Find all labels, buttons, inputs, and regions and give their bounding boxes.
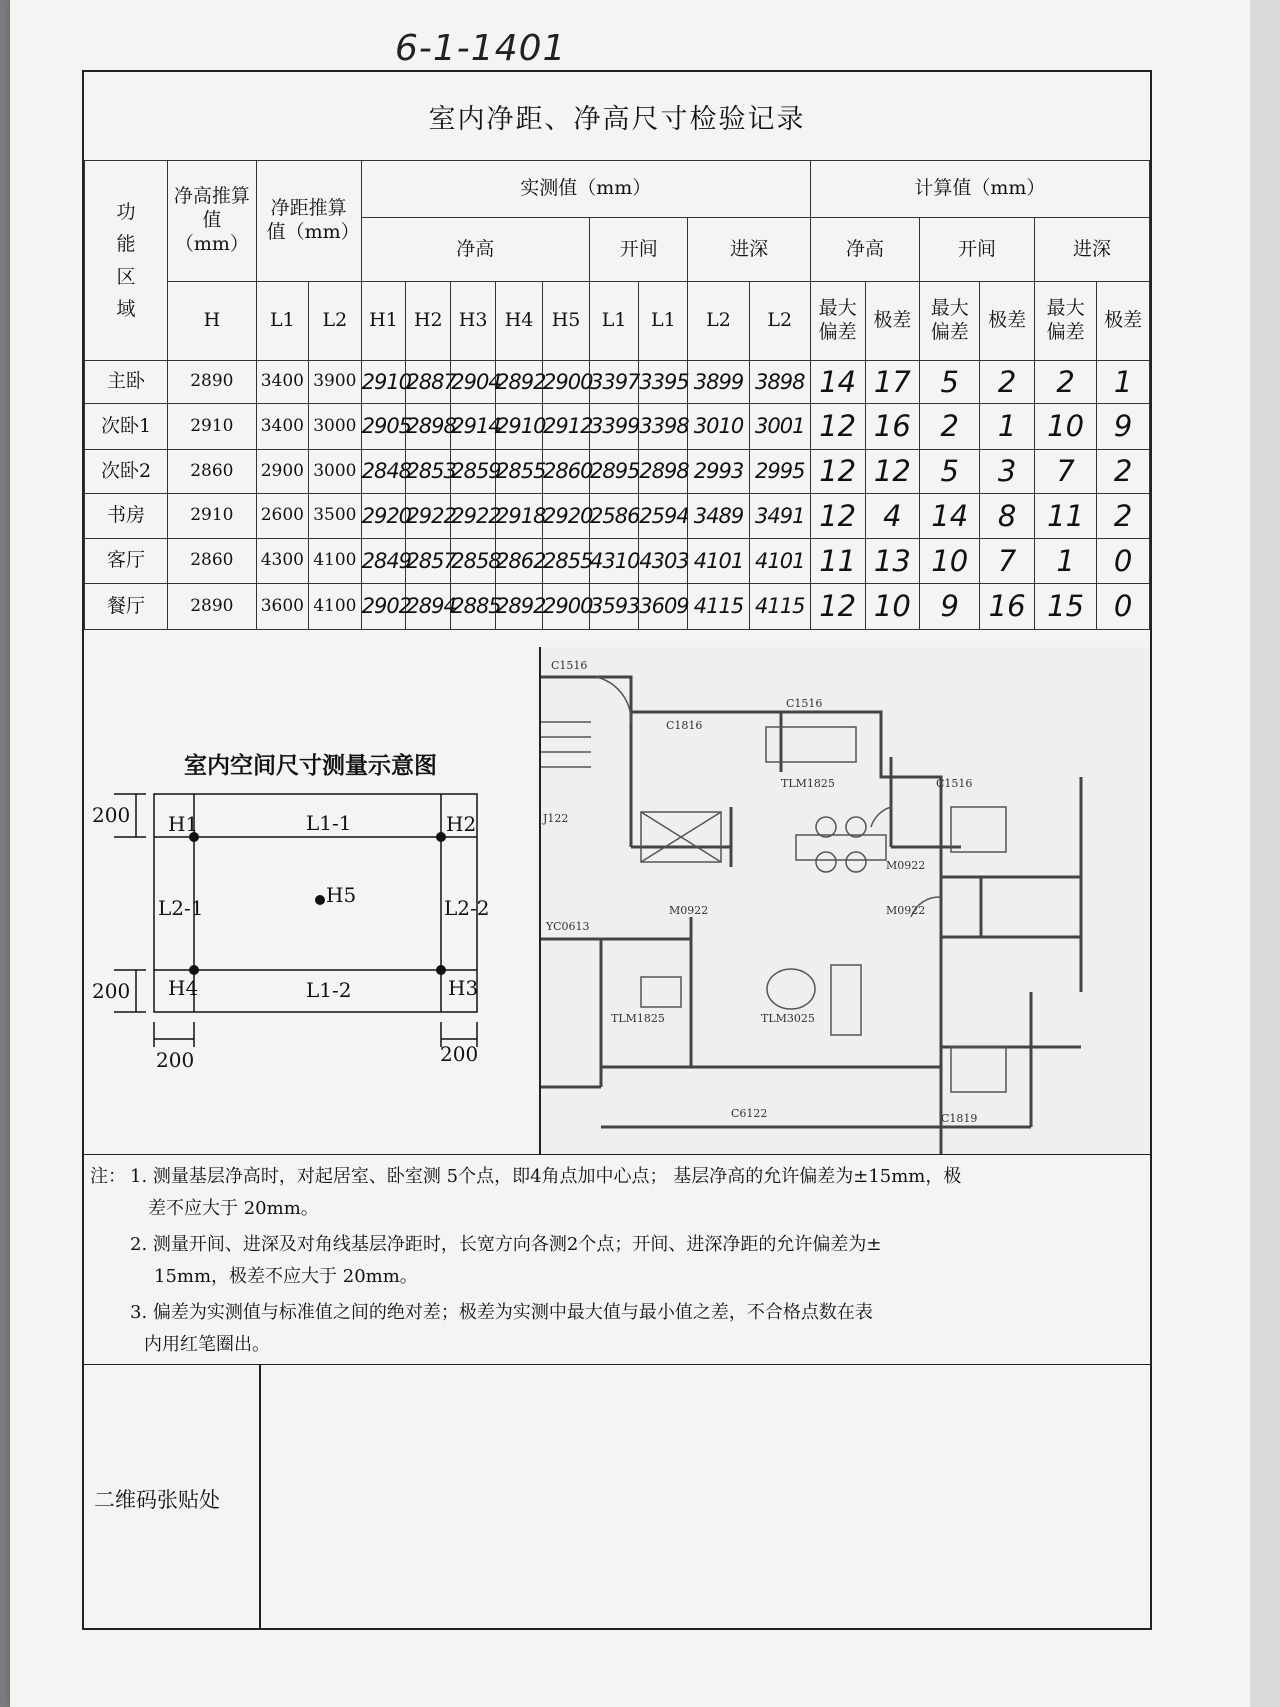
measured-value: 3399 xyxy=(590,404,639,450)
l1-estimate: 2900 xyxy=(256,450,308,494)
plan-label-yc0613: YC0613 xyxy=(546,920,590,933)
measured-value: 2995 xyxy=(749,450,810,494)
measured-value: 3395 xyxy=(639,361,688,404)
table-row xyxy=(85,450,1150,494)
col-l1: L1 xyxy=(256,282,308,361)
measured-value: 2858 xyxy=(451,539,496,584)
header-meas-jinggao: 净高 xyxy=(361,218,589,282)
measured-value: 2898 xyxy=(639,450,688,494)
calculated-value: 1 xyxy=(1097,361,1150,404)
calculated-value: 14 xyxy=(920,494,980,539)
calculated-value: 12 xyxy=(810,584,865,630)
measured-value: 2853 xyxy=(406,450,451,494)
header-calc-jinggao: 净高 xyxy=(810,218,919,282)
room-name: 书房 xyxy=(85,494,168,539)
label-l2-1: L2-1 xyxy=(158,896,204,920)
measured-value: 2895 xyxy=(590,450,639,494)
measured-value: 2848 xyxy=(361,450,406,494)
calculated-value: 2 xyxy=(920,404,980,450)
col-m-l1b: L1 xyxy=(639,282,688,361)
calculated-value: 10 xyxy=(865,584,920,630)
calculated-value: 2 xyxy=(1097,450,1150,494)
room-name: 客厅 xyxy=(85,539,168,584)
measured-value: 2862 xyxy=(496,539,543,584)
l2-estimate: 3500 xyxy=(309,494,361,539)
calculated-value: 2 xyxy=(1034,361,1096,404)
calculated-value: 4 xyxy=(865,494,920,539)
calculated-value: 9 xyxy=(1097,404,1150,450)
handwritten-unit-number: 6-1-1401 xyxy=(395,28,567,69)
header-meas-kaijian: 开间 xyxy=(590,218,688,282)
room-name: 次卧1 xyxy=(85,404,168,450)
dim-left: 200 xyxy=(156,1048,195,1072)
col-h2: H2 xyxy=(406,282,451,361)
header-calculated: 计算值（mm） xyxy=(810,161,1149,218)
plan-label-m0922-c: M0922 xyxy=(669,904,709,917)
header-meas-jinshen: 进深 xyxy=(688,218,810,282)
col-jg-range: 极差 xyxy=(865,282,920,361)
header-calc-jinshen: 进深 xyxy=(1034,218,1149,282)
header-func-area: 功能区域 xyxy=(85,161,168,361)
plan-label-tlm3025: TLM3025 xyxy=(761,1012,815,1025)
col-h4: H4 xyxy=(496,282,543,361)
qr-section xyxy=(84,1364,1150,1628)
l2-estimate: 4100 xyxy=(309,539,361,584)
note-3b: 内用红笔圈出。 xyxy=(144,1334,270,1355)
label-h5: H5 xyxy=(326,883,357,907)
calculated-value: 16 xyxy=(980,584,1035,630)
plan-label-c1516-top: C1516 xyxy=(551,659,588,672)
qr-label: 二维码张贴处 xyxy=(94,1488,220,1512)
measured-value: 2586 xyxy=(590,494,639,539)
plan-label-tlm1825-bottom: TLM1825 xyxy=(611,1012,665,1025)
calculated-value: 16 xyxy=(865,404,920,450)
calculated-value: 11 xyxy=(810,539,865,584)
measured-value: 2922 xyxy=(451,494,496,539)
plan-label-c1816: C1816 xyxy=(666,719,703,732)
label-h1: H1 xyxy=(168,812,199,836)
plan-label-m0922-b: M0922 xyxy=(886,904,926,917)
measured-value: 4101 xyxy=(688,539,749,584)
col-kj-range: 极差 xyxy=(980,282,1035,361)
measured-value: 3489 xyxy=(688,494,749,539)
calculated-value: 7 xyxy=(980,539,1035,584)
label-h3: H3 xyxy=(448,976,479,1000)
col-h3: H3 xyxy=(451,282,496,361)
point-h5 xyxy=(315,895,325,905)
measured-value: 2920 xyxy=(543,494,590,539)
measured-value: 2859 xyxy=(451,450,496,494)
label-l1-1: L1-1 xyxy=(306,811,352,835)
height-estimate: 2890 xyxy=(168,361,257,404)
point-h2 xyxy=(436,832,446,842)
calculated-value: 12 xyxy=(810,404,865,450)
plan-label-tlm1825-top: TLM1825 xyxy=(781,777,835,790)
room-name: 主卧 xyxy=(85,361,168,404)
measured-value: 4115 xyxy=(688,584,749,630)
calculated-value: 11 xyxy=(1034,494,1096,539)
notes-prefix: 注： xyxy=(90,1166,126,1187)
measured-value: 3593 xyxy=(590,584,639,630)
measured-value: 2902 xyxy=(361,584,406,630)
measured-value: 3898 xyxy=(749,361,810,404)
col-l2: L2 xyxy=(309,282,361,361)
measured-value: 2914 xyxy=(451,404,496,450)
height-estimate: 2910 xyxy=(168,494,257,539)
measured-value: 2898 xyxy=(406,404,451,450)
plan-label-c1516-mid: C1516 xyxy=(786,697,823,710)
measured-value: 2892 xyxy=(496,584,543,630)
measured-value: 2993 xyxy=(688,450,749,494)
l1-estimate: 3400 xyxy=(256,361,308,404)
calculated-value: 12 xyxy=(865,450,920,494)
measured-value: 2849 xyxy=(361,539,406,584)
calculated-value: 9 xyxy=(920,584,980,630)
table-row xyxy=(85,404,1150,450)
measured-value: 3491 xyxy=(749,494,810,539)
plan-label-j122: J122 xyxy=(543,812,569,825)
l2-estimate: 3000 xyxy=(309,450,361,494)
col-kj-maxdev: 最大偏差 xyxy=(920,282,980,361)
measured-value: 2912 xyxy=(543,404,590,450)
calculated-value: 5 xyxy=(920,361,980,404)
col-jg-maxdev: 最大偏差 xyxy=(810,282,865,361)
col-js-range: 极差 xyxy=(1097,282,1150,361)
l2-estimate: 3900 xyxy=(309,361,361,404)
calculated-value: 12 xyxy=(810,494,865,539)
measured-value: 2922 xyxy=(406,494,451,539)
plan-label-c1819: C1819 xyxy=(941,1112,978,1125)
diagram-section xyxy=(84,647,1150,1155)
header-height-est: 净高推算值（mm） xyxy=(168,161,257,282)
measurement-schematic xyxy=(84,647,539,1154)
measured-value: 2892 xyxy=(496,361,543,404)
calculated-value: 2 xyxy=(980,361,1035,404)
col-js-maxdev: 最大偏差 xyxy=(1034,282,1096,361)
height-estimate: 2860 xyxy=(168,539,257,584)
plan-label-c1516-right: C1516 xyxy=(936,777,973,790)
plan-label-m0922-a: M0922 xyxy=(886,859,926,872)
measured-value: 2905 xyxy=(361,404,406,450)
label-l1-2: L1-2 xyxy=(306,978,352,1002)
measured-value: 2910 xyxy=(361,361,406,404)
table-row xyxy=(85,361,1150,404)
col-m-l2a: L2 xyxy=(688,282,749,361)
calculated-value: 10 xyxy=(920,539,980,584)
calculated-value: 0 xyxy=(1097,584,1150,630)
measured-value: 2904 xyxy=(451,361,496,404)
form-title: 室内净距、净高尺寸检验记录 xyxy=(84,72,1150,161)
col-m-l1a: L1 xyxy=(590,282,639,361)
calculated-value: 8 xyxy=(980,494,1035,539)
table-row xyxy=(85,584,1150,630)
note-1a: 1. 测量基层净高时，对起居室、卧室测 5个点，即4角点加中心点； 基层净高的允许偏差为±15mm，极 xyxy=(130,1166,962,1187)
measured-value: 2857 xyxy=(406,539,451,584)
measured-value: 3398 xyxy=(639,404,688,450)
measured-value: 3899 xyxy=(688,361,749,404)
measured-value: 2855 xyxy=(543,539,590,584)
measurement-table xyxy=(84,160,1150,630)
measured-value: 4303 xyxy=(639,539,688,584)
calculated-value: 3 xyxy=(980,450,1035,494)
measured-value: 3001 xyxy=(749,404,810,450)
col-h: H xyxy=(168,282,257,361)
measured-value: 4115 xyxy=(749,584,810,630)
calculated-value: 10 xyxy=(1034,404,1096,450)
measured-value: 2900 xyxy=(543,361,590,404)
l1-estimate: 3600 xyxy=(256,584,308,630)
measured-value: 2887 xyxy=(406,361,451,404)
calculated-value: 14 xyxy=(810,361,865,404)
calculated-value: 1 xyxy=(980,404,1035,450)
table-row xyxy=(85,494,1150,539)
calculated-value: 17 xyxy=(865,361,920,404)
measured-value: 2920 xyxy=(361,494,406,539)
col-h1: H1 xyxy=(361,282,406,361)
header-dist-est: 净距推算值（mm） xyxy=(256,161,361,282)
room-name: 次卧2 xyxy=(85,450,168,494)
l1-estimate: 2600 xyxy=(256,494,308,539)
schematic-title: 室内空间尺寸测量示意图 xyxy=(184,752,437,778)
notes-section xyxy=(84,1154,1150,1365)
calculated-value: 15 xyxy=(1034,584,1096,630)
label-l2-2: L2-2 xyxy=(444,896,490,920)
header-calc-kaijian: 开间 xyxy=(920,218,1035,282)
measured-value: 3609 xyxy=(639,584,688,630)
measured-value: 2885 xyxy=(451,584,496,630)
note-2b: 15mm，极差不应大于 20mm。 xyxy=(154,1266,418,1287)
calculated-value: 2 xyxy=(1097,494,1150,539)
measured-value: 4310 xyxy=(590,539,639,584)
measured-value: 2910 xyxy=(496,404,543,450)
label-h2: H2 xyxy=(446,812,477,836)
calculated-value: 7 xyxy=(1034,450,1096,494)
point-h3 xyxy=(436,965,446,975)
dim-right: 200 xyxy=(440,1042,479,1066)
inspection-form xyxy=(82,70,1152,1630)
label-h4: H4 xyxy=(168,976,199,1000)
calculated-value: 5 xyxy=(920,450,980,494)
calculated-value: 1 xyxy=(1034,539,1096,584)
l1-estimate: 3400 xyxy=(256,404,308,450)
measured-value: 4101 xyxy=(749,539,810,584)
room-name: 餐厅 xyxy=(85,584,168,630)
qr-divider xyxy=(259,1364,261,1628)
measured-value: 2894 xyxy=(406,584,451,630)
l1-estimate: 4300 xyxy=(256,539,308,584)
col-h5: H5 xyxy=(543,282,590,361)
dim-bottom: 200 xyxy=(92,979,131,1003)
calculated-value: 13 xyxy=(865,539,920,584)
header-measured: 实测值（mm） xyxy=(361,161,810,218)
calculated-value: 12 xyxy=(810,450,865,494)
calculated-value: 0 xyxy=(1097,539,1150,584)
measured-value: 2900 xyxy=(543,584,590,630)
l2-estimate: 3000 xyxy=(309,404,361,450)
height-estimate: 2860 xyxy=(168,450,257,494)
plan-label-c6122: C6122 xyxy=(731,1107,768,1120)
point-h4 xyxy=(189,965,199,975)
measured-value: 2855 xyxy=(496,450,543,494)
measured-value: 3397 xyxy=(590,361,639,404)
col-m-l2b: L2 xyxy=(749,282,810,361)
table-row xyxy=(85,539,1150,584)
height-estimate: 2890 xyxy=(168,584,257,630)
note-1b: 差不应大于 20mm。 xyxy=(148,1198,319,1219)
measured-value: 2594 xyxy=(639,494,688,539)
measured-value: 3010 xyxy=(688,404,749,450)
l2-estimate: 4100 xyxy=(309,584,361,630)
note-2a: 2. 测量开间、进深及对角线基层净距时，长宽方向各测2个点；开间、进深净距的允许偏差为± xyxy=(130,1234,882,1255)
dim-top: 200 xyxy=(92,803,131,827)
height-estimate: 2910 xyxy=(168,404,257,450)
measured-value: 2860 xyxy=(543,450,590,494)
floor-plan xyxy=(541,647,1150,1154)
measured-value: 2918 xyxy=(496,494,543,539)
floor-plan-drawing xyxy=(541,647,1150,1154)
paper-stack-edge xyxy=(1250,0,1280,1707)
note-3a: 3. 偏差为实测值与标准值之间的绝对差；极差为实测中最大值与最小值之差，不合格点数在表 xyxy=(130,1302,873,1323)
